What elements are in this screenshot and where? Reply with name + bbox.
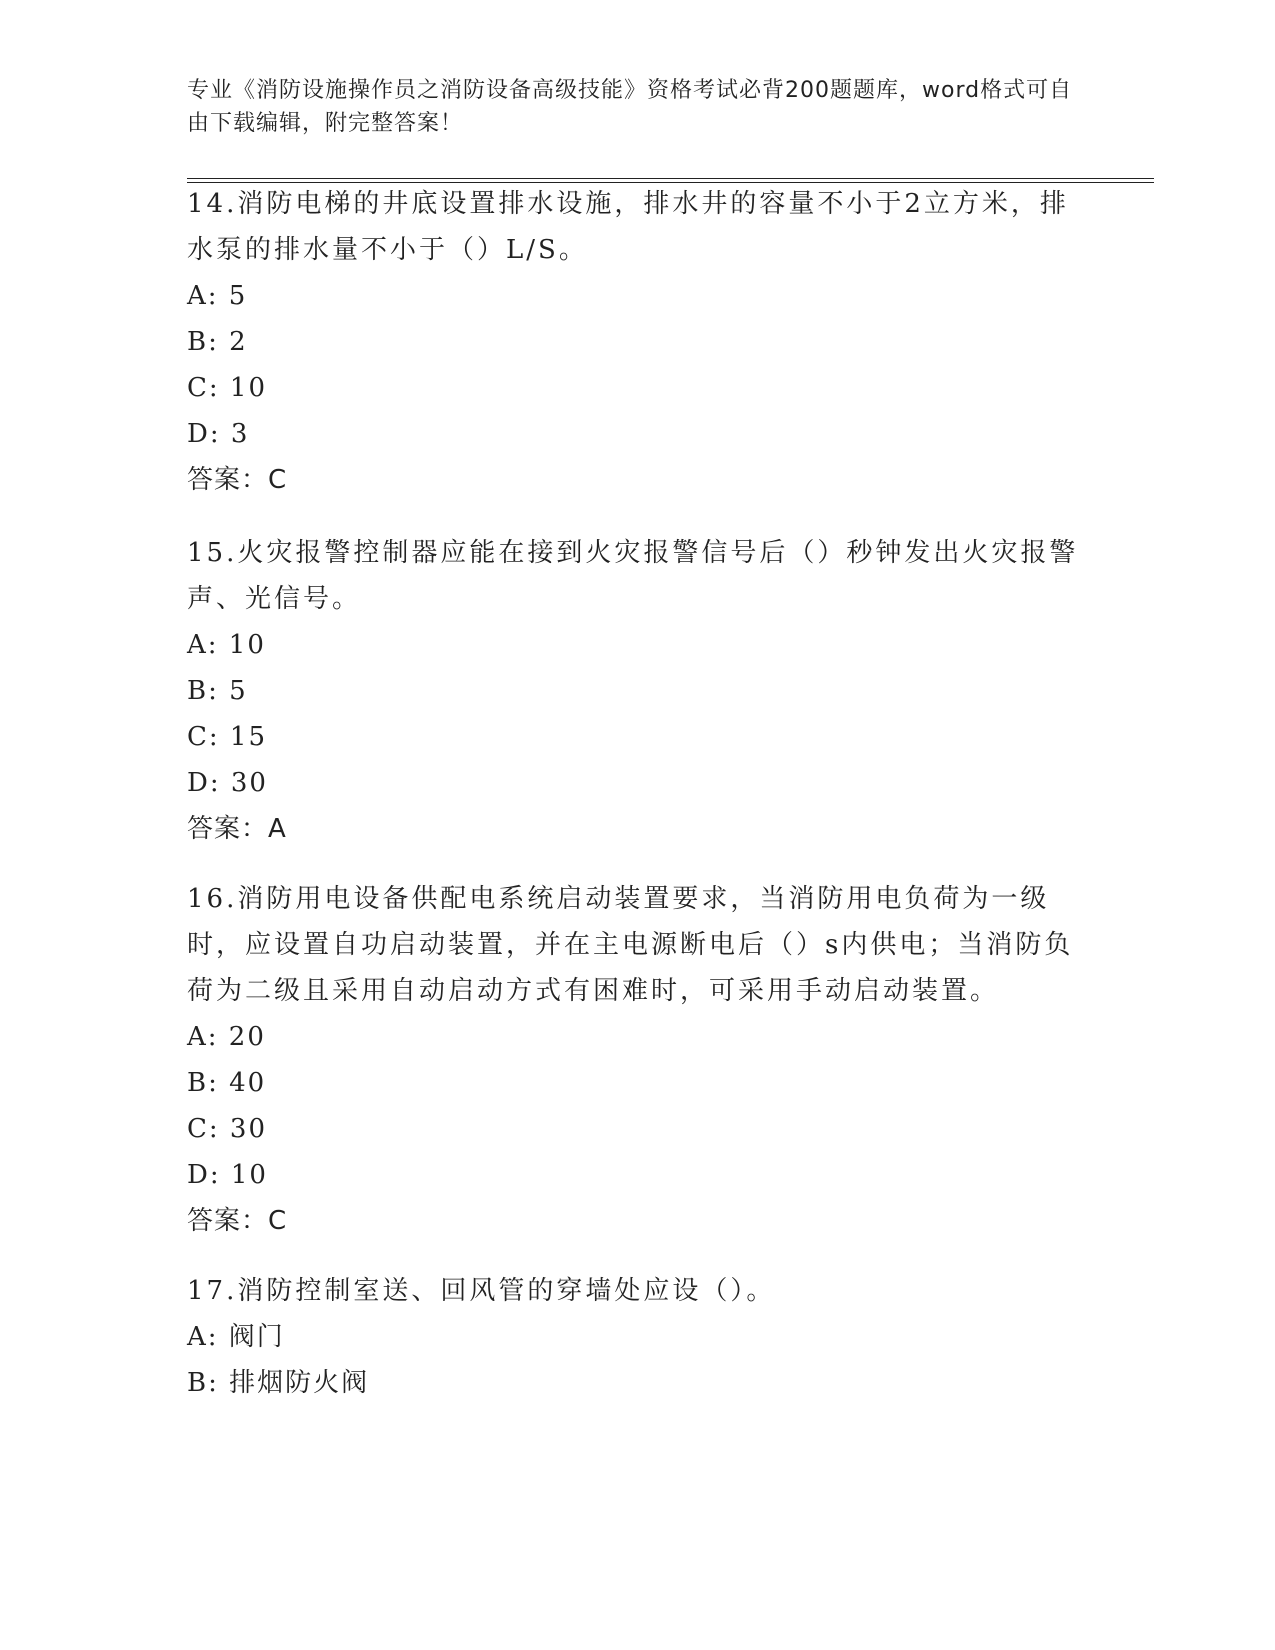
- document-page: [187, 0, 1147, 1650]
- answer: 答案：C: [187, 1206, 288, 1236]
- question-stem: 15.火灾报警控制器应能在接到火灾报警信号后（）秒钟发出火灾报警声、光信号。: [187, 538, 1079, 614]
- option-d: D: 30: [187, 768, 268, 798]
- answer: 答案：C: [187, 465, 288, 495]
- option-c: C: 15: [187, 722, 268, 752]
- question-stem: 14.消防电梯的井底设置排水设施，排水井的容量不小于2立方米，排水泵的排水量不小于（）L/S。: [187, 189, 1069, 265]
- option-b: B: 5: [187, 676, 248, 706]
- question-14: [187, 181, 1087, 503]
- option-d: D: 3: [187, 419, 250, 449]
- question-15: [187, 530, 1087, 852]
- option-a: A: 阀门: [187, 1322, 285, 1352]
- option-a: A: 20: [187, 1022, 266, 1052]
- question-16: [187, 876, 1087, 1244]
- option-a: A: 10: [187, 630, 266, 660]
- question-stem: 17.消防控制室送、回风管的穿墙处应设（）。: [187, 1276, 776, 1306]
- option-c: C: 10: [187, 373, 268, 403]
- option-c: C: 30: [187, 1114, 268, 1144]
- option-b: B: 排烟防火阀: [187, 1368, 370, 1398]
- option-d: D: 10: [187, 1160, 268, 1190]
- document-header: 专业《消防设施操作员之消防设备高级技能》资格考试必背200题题库，word格式可自由下载编辑，附完整答案！: [187, 78, 1073, 136]
- question-17: [187, 1268, 1087, 1406]
- answer: 答案：A: [187, 814, 287, 844]
- question-stem: 16.消防用电设备供配电系统启动装置要求，当消防用电负荷为一级时，应设置自功启动装置，并在主电源断电后（）s内供电；当消防负荷为二级且采用自动启动方式有困难时，可采用手动启动装置。: [187, 884, 1074, 1006]
- option-b: B: 2: [187, 327, 248, 357]
- option-b: B: 40: [187, 1068, 267, 1098]
- option-a: A: 5: [187, 281, 248, 311]
